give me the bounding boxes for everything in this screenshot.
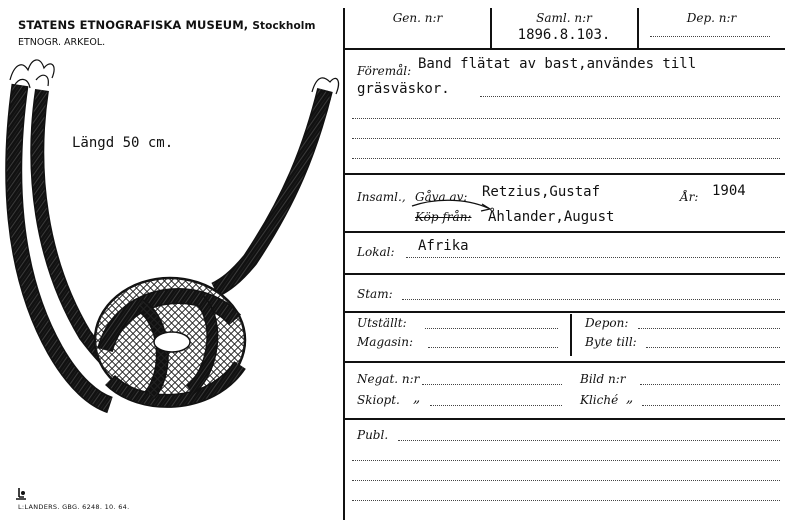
- publ-dots-1: [398, 440, 780, 441]
- department-label: ETNOGR. ARKEOL.: [18, 37, 106, 48]
- skiopt-ditto: „: [413, 390, 421, 406]
- magasin-label: Magasin:: [357, 335, 414, 349]
- skiopt-dots: [430, 405, 562, 406]
- kliche-ditto: „: [626, 390, 634, 406]
- magasin-dots: [428, 347, 558, 348]
- museum-name: STATENS ETNOGRAFISKA MUSEUM,: [18, 18, 249, 32]
- publ-dots-4: [352, 500, 780, 501]
- stam-label: Stam:: [357, 287, 393, 301]
- printer-logo-icon: [14, 487, 28, 501]
- rule-lokal: [345, 273, 785, 275]
- publ-dots-2: [352, 460, 780, 461]
- exhibit-divider: [570, 314, 572, 356]
- publ-dots-3: [352, 480, 780, 481]
- rule-insaml: [345, 231, 785, 233]
- gava-label: Gåva av:: [415, 190, 468, 204]
- bild-dots: [640, 384, 780, 385]
- publ-label: Publ.: [357, 428, 389, 442]
- printer-imprint: L:LANDERS. GBG. 6248. 10. 64.: [18, 503, 130, 511]
- negat-label: Negat. n:r: [357, 372, 420, 386]
- gava-value: Retzius,Gustaf: [482, 184, 601, 200]
- byte-label: Byte till:: [585, 335, 637, 349]
- length-note: Längd 50 cm.: [72, 135, 174, 151]
- foremal-label: Föremål:: [357, 64, 412, 78]
- kop-value: Åhlander,August: [488, 209, 615, 225]
- bild-label: Bild n:r: [580, 372, 626, 386]
- depon-dots: [638, 328, 780, 329]
- rule-stam: [345, 311, 785, 313]
- utstallt-label: Utställt:: [357, 316, 407, 330]
- dep-nr-dots: [650, 36, 770, 37]
- museum-header: [18, 18, 316, 32]
- saml-nr-label: Saml. n:r: [536, 11, 592, 25]
- gen-nr-label: Gen. n:r: [392, 11, 443, 25]
- rule-top-fields: [345, 48, 785, 50]
- foremal-dots-3: [352, 138, 780, 139]
- kliche-dots: [642, 405, 780, 406]
- kliche-label: Kliché: [580, 393, 619, 407]
- lokal-dots: [406, 257, 780, 258]
- foremal-line1: Band flätat av bast,användes till: [418, 56, 697, 72]
- braided-band-illustration: [0, 50, 342, 450]
- saml-nr-value: 1896.8.103.: [517, 27, 611, 43]
- dep-nr-label: Dep. n:r: [686, 11, 737, 25]
- depon-label: Depon:: [585, 316, 629, 330]
- correction-arrow-icon: [410, 196, 495, 214]
- rule-exhibit: [345, 361, 785, 363]
- form-left-border: [343, 8, 345, 520]
- foremal-line2: gräsväskor.: [357, 81, 450, 97]
- rule-foremal: [345, 173, 785, 175]
- year-label: År:: [680, 190, 699, 204]
- negat-dots: [422, 384, 562, 385]
- foremal-dots-2: [352, 118, 780, 119]
- utstallt-dots: [425, 328, 558, 329]
- insaml-label: Insaml.,: [357, 190, 406, 204]
- kop-label: Köp från:: [415, 210, 472, 224]
- foremal-dots-1: [480, 96, 780, 97]
- lokal-value: Afrika: [418, 238, 469, 254]
- year-value: 1904: [712, 183, 746, 199]
- rule-negat: [345, 418, 785, 420]
- stam-dots: [402, 299, 780, 300]
- byte-dots: [646, 347, 780, 348]
- lokal-label: Lokal:: [357, 245, 395, 259]
- foremal-dots-4: [352, 158, 780, 159]
- skiopt-label: Skiopt.: [357, 393, 400, 407]
- museum-city: Stockholm: [252, 20, 316, 32]
